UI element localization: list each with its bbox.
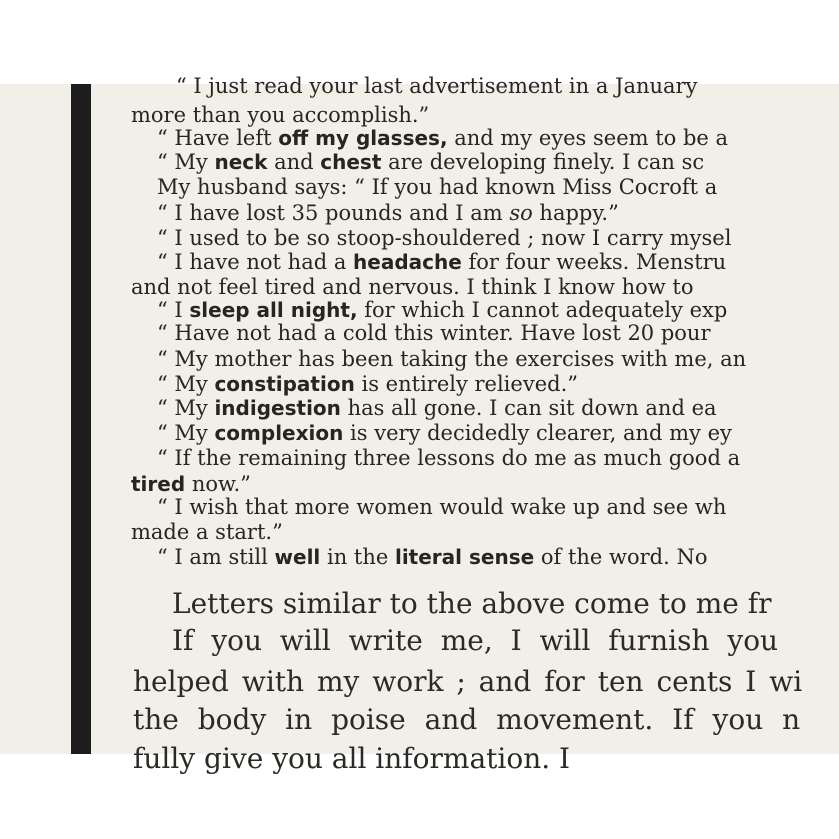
text-run: helped with my work ; and for ten cents I wi [133,665,803,698]
testimonial-line [157,495,726,519]
testimonial-line [157,396,717,420]
text-run: “ Have not had a cold this winter. Have lost 20 pour [157,321,711,345]
text-run: “ Have left [157,126,279,150]
bold-phrase: literal sense [394,545,535,569]
bold-phrase: sleep all night, [189,298,358,322]
text-run: My husband says: “ If you had known Miss Cocroft a [157,175,718,199]
bold-phrase: indigestion [214,396,341,420]
testimonial-line [157,201,619,225]
newspaper-clipping [0,74,839,775]
text-run: for which I cannot adequately exp [357,298,728,322]
text-run: “ My [157,372,215,396]
text-run: in the [320,545,395,569]
testimonial-line [157,175,717,199]
testimonial-line [157,372,578,396]
bold-phrase: headache [353,250,462,274]
text-run: and not feel tired and nervous. I think I know how to [131,275,694,299]
text-run: “ My mother has been taking the exercises with me, an [157,347,747,371]
bold-phrase: tired [131,472,186,496]
testimonial-line [157,347,746,371]
column-rule [71,84,91,754]
text-run: and [267,150,321,174]
text-run: happy.” [532,201,619,225]
testimonial-line [157,421,732,445]
text-run: and my eyes seem to be a [447,126,729,150]
text-run: “ My [157,150,215,174]
text-run: has all gone. I can sit down and ea [340,396,717,420]
text-run: is very decidedly clearer, and my ey [343,421,732,445]
body-line [172,588,772,620]
bold-phrase: constipation [214,372,355,396]
testimonial-line [131,472,251,496]
bold-phrase: off my glasses, [278,126,448,150]
text-run: “ I am still [157,545,275,569]
text-run: “ I just read your last advertisement in a January [176,74,698,98]
text-run: “ My [157,421,215,445]
testimonial-line [157,545,707,569]
text-run: are developing finely. I can sc [381,150,705,174]
bold-phrase: complexion [214,421,344,445]
body-line [133,743,570,775]
text-run: “ My [157,396,215,420]
testimonial-line [157,321,711,345]
text-run: “ I wish that more women would wake up and see wh [157,495,727,519]
text-run: fully give you all information. I [133,742,571,775]
text-run: “ If the remaining three lessons do me as much good a [157,446,741,470]
text-run: now.” [185,472,251,496]
italic-phrase: so [509,201,533,225]
text-run: “ I used to be so stoop-shouldered ; now I carry mysel [157,226,732,250]
testimonial-line [157,446,740,470]
testimonial-line [131,103,429,127]
testimonial-line [157,250,726,274]
text-run: “ I [157,298,190,322]
testimonial-line [131,520,283,544]
text-run: “ I have lost 35 pounds and I am [157,201,510,225]
testimonial-line [131,275,694,299]
text-run: of the word. No [534,545,708,569]
text-run: made a start.” [131,520,283,544]
text-run: If you will write me, I will furnish you [172,624,779,657]
bold-phrase: well [274,545,321,569]
text-run: is entirely relieved.” [354,372,578,396]
text-run: “ I have not had a [157,250,354,274]
body-line [133,666,802,698]
bold-phrase: chest [320,150,382,174]
body-line [133,704,800,736]
testimonial-line [157,126,728,150]
bold-phrase: neck [214,150,268,174]
testimonial-line [176,74,697,98]
text-run: the body in poise and movement. If you n [133,703,801,736]
testimonial-line [157,150,704,174]
text-run: Letters similar to the above come to me fr [172,587,772,620]
testimonial-line [157,298,727,322]
text-run: more than you accomplish.” [131,103,430,127]
text-run: for four weeks. Menstru [461,250,727,274]
testimonial-line [157,226,731,250]
body-line [172,625,778,657]
